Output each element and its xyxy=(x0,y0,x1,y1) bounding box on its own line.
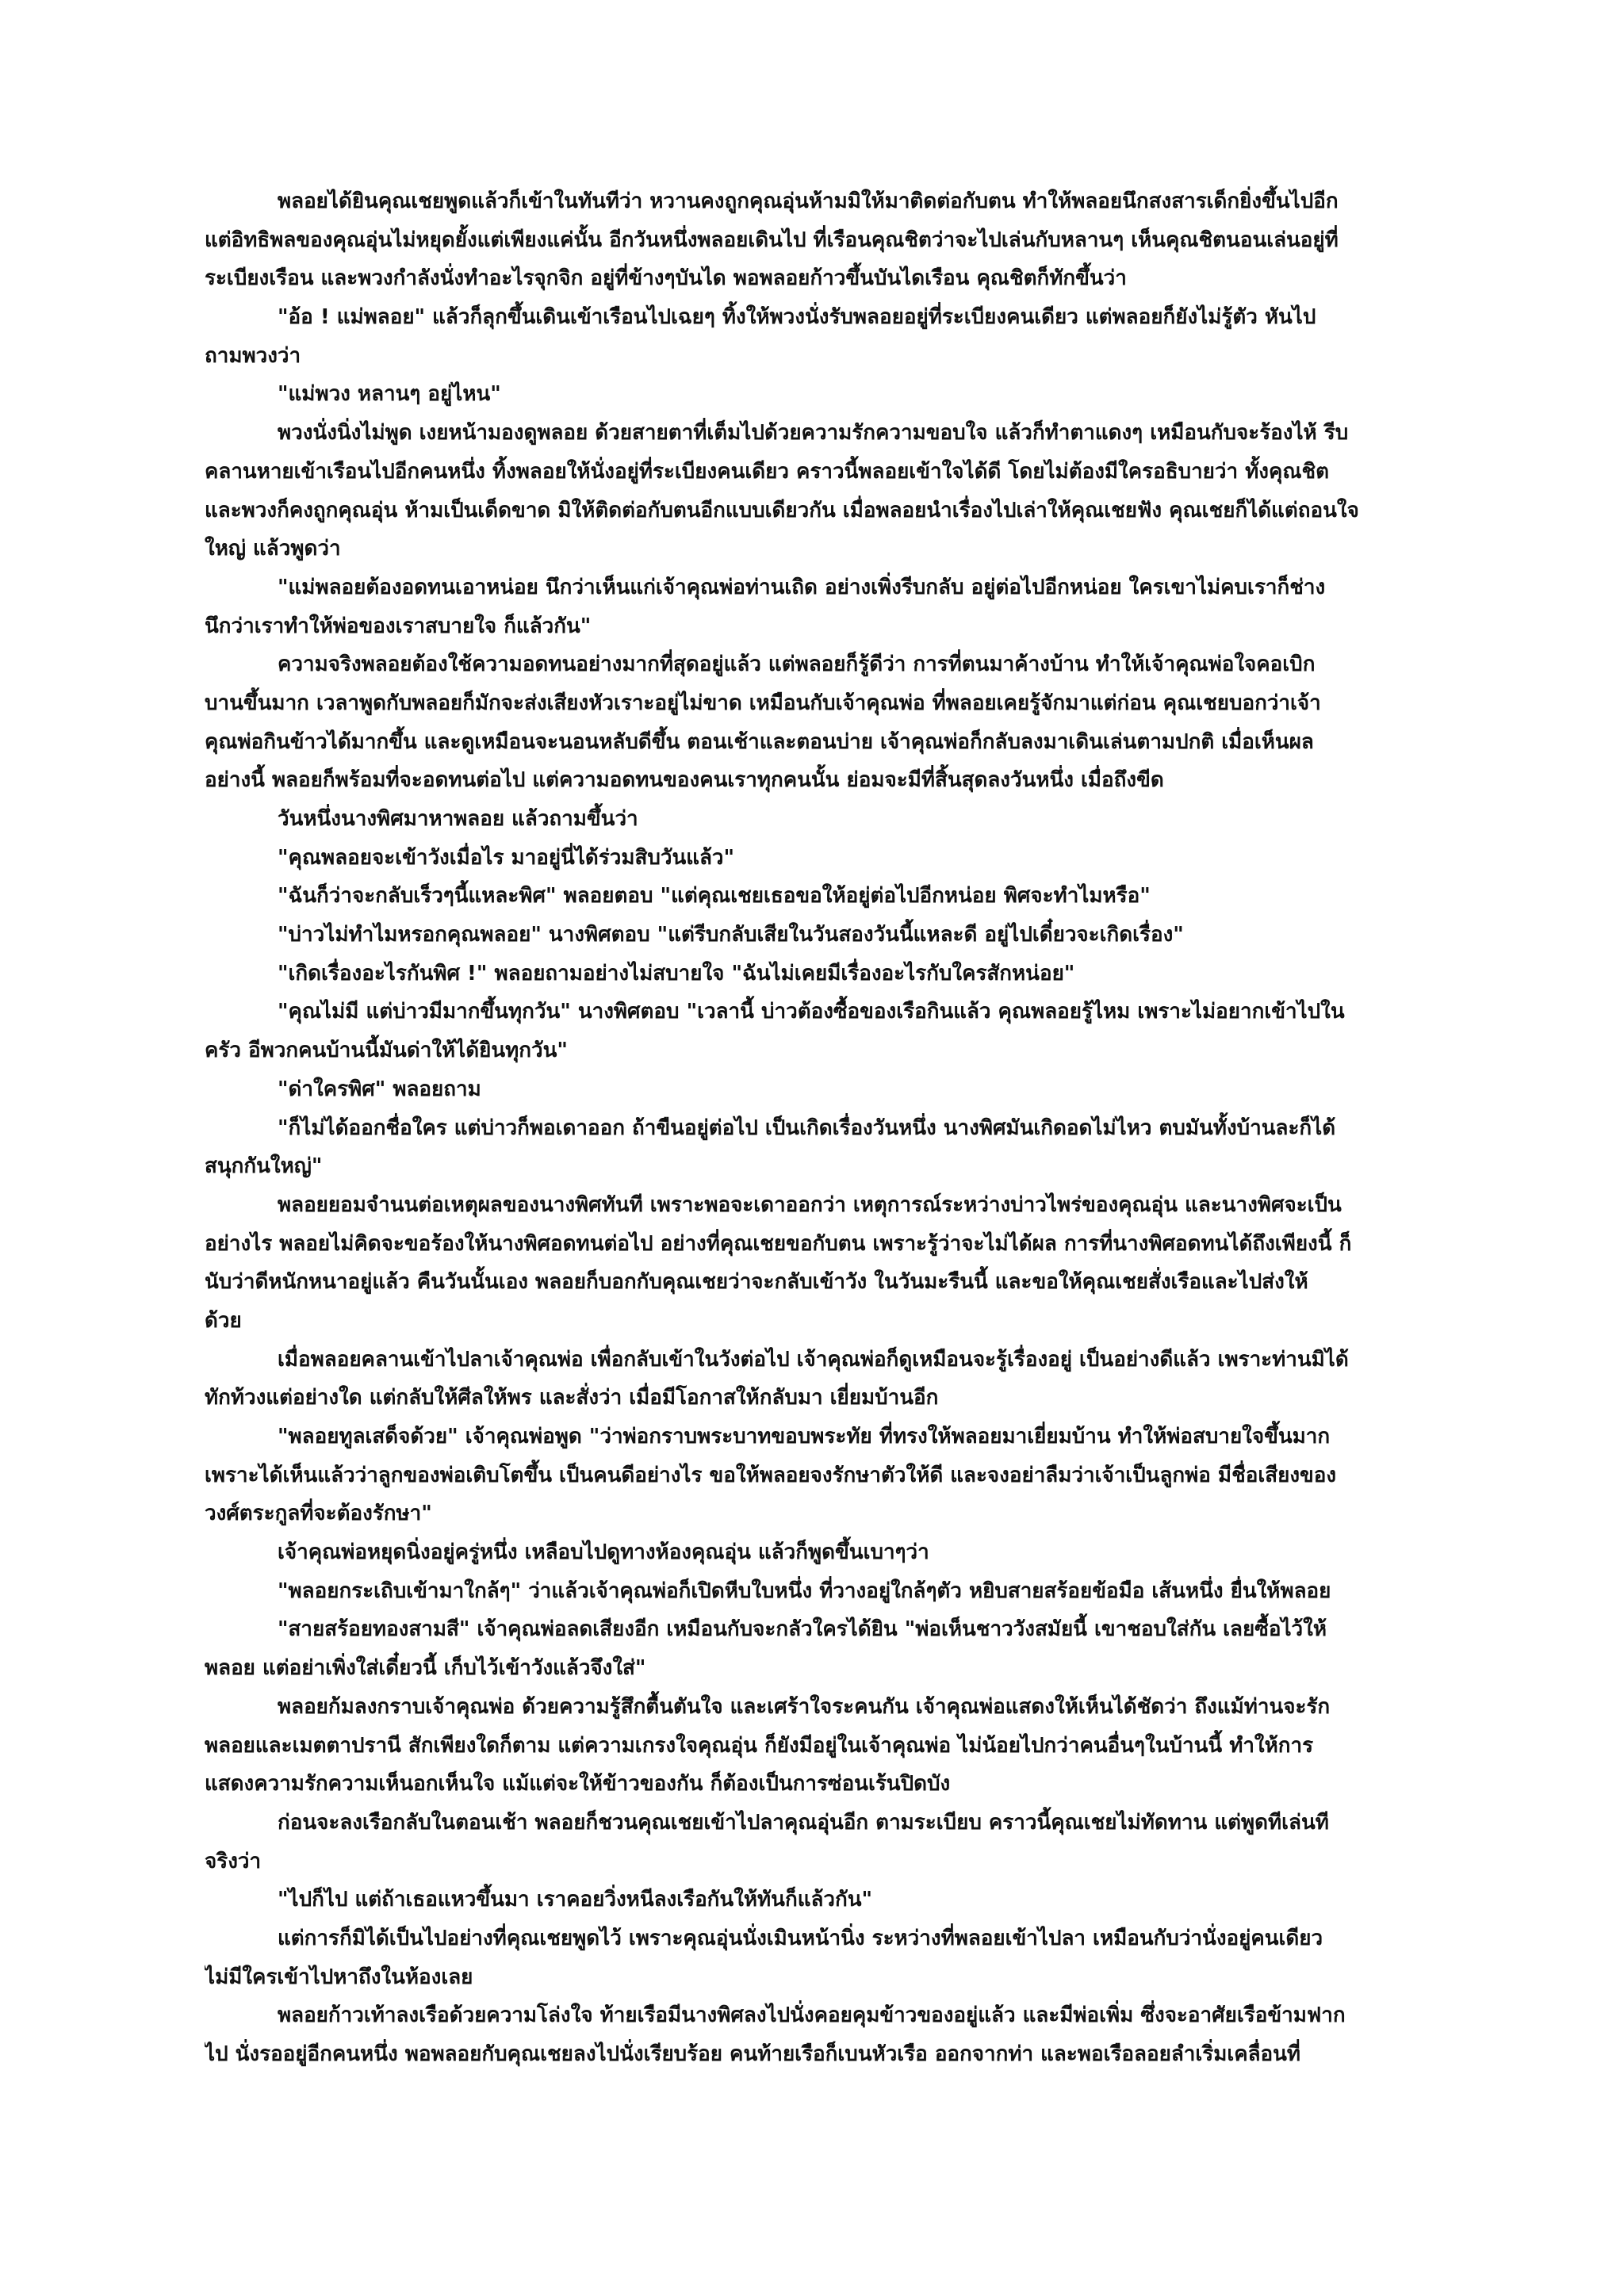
text-line: นึกว่าเราทำให้พ่อของเราสบายใจ ก็แล้วกัน" xyxy=(205,614,592,638)
text-line: แต่การก็มิได้เป็นไปอย่างที่คุณเชยพูดไว้ เพราะคุณอุ่นนั่งเมินหน้านิ่ง ระหว่างที่พลอยเข้าไปลา เหมือนกับว่านั่งอยู่คนเดียว xyxy=(278,1926,1323,1950)
body-text xyxy=(205,182,1426,2074)
text-line: เพราะได้เห็นแล้วว่าลูกของพ่อเติบโตขึ้น เป็นคนดีอย่างไร ขอให้พลอยจงรักษาตัวให้ดี และจงอย่าลืมว่าเจ้าเป็นลูกพ่อ มีชื่อเสียงของ xyxy=(205,1463,1337,1487)
text-line: ไม่มีใครเข้าไปหาถึงในห้องเลย xyxy=(205,1965,473,1989)
text-line: "เกิดเรื่องอะไรกันพิศ !" พลอยถามอย่างไม่สบายใจ "ฉันไม่เคยมีเรื่องอะไรกับใครสักหน่อย" xyxy=(278,961,1075,985)
text-line: "บ่าวไม่ทำไมหรอกคุณพลอย" นางพิศตอบ "แต่รีบกลับเสียในวันสองวันนี้แหละดี อยู่ไปเดี๋ยวจะเกิดเรื่อง" xyxy=(278,923,1184,947)
text-line: อย่างนี้ พลอยก็พร้อมที่จะอดทนต่อไป แต่ความอดทนของคนเราทุกคนนั้น ย่อมจะมีที่สิ้นสุดลงวันหนึ่ง เมื่อถึงขีด xyxy=(205,768,1164,793)
text-line: แต่อิทธิพลของคุณอุ่นไม่หยุดยั้งแต่เพียงแค่นั้น อีกวันหนึ่งพลอยเดินไป ที่เรือนคุณชิตว่าจะไปเล่นกับหลานๆ เห็นคุณชิตนอนเล่นอยู่ที่ xyxy=(205,228,1339,252)
text-line: "อ้อ ! แม่พลอย" แล้วก็ลุกขึ้นเดินเข้าเรือนไปเฉยๆ ทิ้งให้พวงนั่งรับพลอยอยู่ที่ระเบียงคนเดียว แต่พลอยก็ยังไม่รู้ตัว หันไป xyxy=(278,305,1316,330)
text-line: ทักท้วงแต่อย่างใด แต่กลับให้ศีลให้พร และสั่งว่า เมื่อมีโอกาสให้กลับมา เยี่ยมบ้านอีก xyxy=(205,1386,939,1410)
text-line: "แม่พลอยต้องอดทนเอาหน่อย นึกว่าเห็นแก่เจ้าคุณพ่อท่านเถิด อย่างเพิ่งรีบกลับ อยู่ต่อไปอีกหน่อย ใครเขาไม่คบเราก็ช่าง xyxy=(278,575,1326,599)
text-line: เมื่อพลอยคลานเข้าไปลาเจ้าคุณพ่อ เพื่อกลับเข้าในวังต่อไป เจ้าคุณพ่อก็ดูเหมือนจะรู้เรื่องอยู่ เป็นอย่างดีแล้ว เพราะท่านมิได้ xyxy=(278,1347,1349,1372)
text-line: และพวงก็คงถูกคุณอุ่น ห้ามเป็นเด็ดขาด มิให้ติดต่อกับตนอีกแบบเดียวกัน เมื่อพลอยนำเรื่องไปเล่าให้คุณเชยฟัง คุณเชยก็ได้แต่ถอนใจ xyxy=(205,498,1359,522)
text-line: สนุกกันใหญ่" xyxy=(205,1154,323,1179)
text-line: วงศ์ตระกูลที่จะต้องรักษา" xyxy=(205,1502,432,1526)
text-line: ถามพวงว่า xyxy=(205,343,301,368)
text-line: "สายสร้อยทองสามสี" เจ้าคุณพ่อลดเสียงอีก เหมือนกับจะกลัวใครได้ยิน "พ่อเห็นชาววังสมัยนี้ เขาชอบใส่กัน เลยซื้อไว้ให้ xyxy=(278,1617,1327,1642)
text-line: "พลอยทูลเสด็จด้วย" เจ้าคุณพ่อพูด "ว่าพ่อกราบพระบาทขอบพระทัย ที่ทรงให้พลอยมาเยี่ยมบ้าน ทำให้พ่อสบายใจขึ้นมาก xyxy=(278,1425,1331,1448)
text-line: ระเบียงเรือน และพวงกำลังนั่งทำอะไรจุกจิก อยู่ที่ข้างๆบันได พอพลอยก้าวขึ้นบันไดเรือน คุณชิตก็ทักขึ้นว่า xyxy=(205,266,1127,291)
text-line: พลอยได้ยินคุณเชยพูดแล้วก็เข้าในทันทีว่า หวานคงถูกคุณอุ่นห้ามมิให้มาติดต่อกับตน ทำให้พลอยนึกสงสารเด็กยิ่งขึ้นไปอีก xyxy=(278,189,1339,213)
text-line: คลานหายเข้าเรือนไปอีกคนหนึ่ง ทิ้งพลอยให้นั่งอยู่ที่ระเบียงคนเดียว คราวนี้พลอยเข้าใจได้ดี โดยไม่ต้องมีใครอธิบายว่า ทั้งคุณชิต xyxy=(205,459,1330,484)
text-line: แสดงความรักความเห็นอกเห็นใจ แม้แต่จะให้ข้าวของกัน ก็ต้องเป็นการซ่อนเร้นปิดบัง xyxy=(205,1772,951,1797)
text-line: วันหนึ่งนางพิศมาหาพลอย แล้วถามขึ้นว่า xyxy=(278,807,638,831)
text-line: "พลอยกระเถิบเข้ามาใกล้ๆ" ว่าแล้วเจ้าคุณพ่อก็เปิดหีบใบหนึ่ง ที่วางอยู่ใกล้ๆตัว หยิบสายสร้อยข้อมือ เส้นหนึ่ง ยื่นให้พลอย xyxy=(278,1578,1331,1603)
text-line: ใหญ่ แล้วพูดว่า xyxy=(205,537,341,561)
text-line: ไป นั่งรออยู่อีกคนหนึ่ง พอพลอยกับคุณเชยลงไปนั่งเรียบร้อย คนท้ายเรือก็เบนหัวเรือ ออกจากท่า และพอเรือลอยลำเริ่มเคลื่อนที่ xyxy=(205,2042,1301,2066)
text-line: พลอยก้มลงกราบเจ้าคุณพ่อ ด้วยความรู้สึกตื้นตันใจ และเศร้าใจระคนกัน เจ้าคุณพ่อแสดงให้เห็นได้ชัดว่า ถึงแม้ท่านจะรัก xyxy=(278,1694,1331,1719)
text-line: พลอยและเมตตาปรานี สักเพียงใดก็ตาม แต่ความเกรงใจคุณอุ่น ก็ยังมีอยู่ในเจ้าคุณพ่อ ไม่น้อยไปกว่าคนอื่นๆในบ้านนี้ ทำให้การ xyxy=(205,1733,1314,1758)
text-line: ครัว อีพวกคนบ้านนี้มันด่าให้ได้ยินทุกวัน" xyxy=(205,1039,568,1063)
text-line: พวงนั่งนิ่งไม่พูด เงยหน้ามองดูพลอย ด้วยสายตาที่เต็มไปด้วยความรักความขอบใจ แล้วก็ทำตาแดงๆ เหมือนกับจะร้องไห้ รีบ xyxy=(278,421,1349,446)
text-line: "คุณไม่มี แต่บ่าวมีมากขึ้นทุกวัน" นางพิศตอบ "เวลานี้ บ่าวต้องซื้อของเรือกินแล้ว คุณพลอยรู้ไหม เพราะไม่อยากเข้าไปใน xyxy=(278,1000,1345,1024)
text-line: ก่อนจะลงเรือกลับในตอนเช้า พลอยก็ชวนคุณเชยเข้าไปลาคุณอุ่นอีก ตามระเบียบ คราวนี้คุณเชยไม่ทัดทาน แต่พูดทีเล่นที xyxy=(278,1810,1329,1835)
text-line: นับว่าดีหนักหนาอยู่แล้ว คืนวันนั้นเอง พลอยก็บอกกับคุณเชยว่าจะกลับเข้าวัง ในวันมะรืนนี้ และขอให้คุณเชยสั่งเรือและไปส่งให้ xyxy=(205,1270,1308,1295)
text-line: ด้วย xyxy=(205,1308,242,1333)
text-line: เจ้าคุณพ่อหยุดนิ่งอยู่ครู่หนึ่ง เหลือบไปดูทางห้องคุณอุ่น แล้วก็พูดขึ้นเบาๆว่า xyxy=(278,1540,929,1565)
text-line: "แม่พวง หลานๆ อยู่ไหน" xyxy=(278,382,501,407)
text-line: "ด่าใครพิศ" พลอยถาม xyxy=(278,1077,481,1101)
text-line: "ฉันก็ว่าจะกลับเร็วๆนี้แหละพิศ" พลอยตอบ "แต่คุณเชยเธอขอให้อยู่ต่อไปอีกหน่อย พิศจะทำไมหรือ" xyxy=(278,884,1151,909)
text-line: ความจริงพลอยต้องใช้ความอดทนอย่างมากที่สุดอยู่แล้ว แต่พลอยก็รู้ดีว่า การที่ตนมาค้างบ้าน ทำให้เจ้าคุณพ่อใจคอเบิก xyxy=(278,652,1316,677)
text-line: "ก็ไม่ได้ออกชื่อใคร แต่บ่าวก็พอเดาออก ถ้าขืนอยู่ต่อไป เป็นเกิดเรื่องวันหนึ่ง นางพิศมันเกิดอดไม่ไหว ตบมันทั้งบ้านละก็ได้ xyxy=(278,1115,1336,1140)
text-line: "ไปก็ไป แต่ถ้าเธอแหวขึ้นมา เราคอยวิ่งหนีลงเรือกันให้ทันก็แล้วกัน" xyxy=(278,1888,873,1912)
text-line: พลอย แต่อย่าเพิ่งใส่เดี๋ยวนี้ เก็บไว้เข้าวังแล้วจึงใส่" xyxy=(205,1656,646,1681)
text-line: บานขึ้นมาก เวลาพูดกับพลอยก็มักจะส่งเสียงหัวเราะอยู่ไม่ขาด เหมือนกับเจ้าคุณพ่อ ที่พลอยเคยรู้จักมาแต่ก่อน คุณเชยบอกว่าเจ้า xyxy=(205,691,1321,715)
text-line: "คุณพลอยจะเข้าวังเมื่อไร มาอยู่นี่ได้ร่วมสิบวันแล้ว" xyxy=(278,845,735,870)
text-line: อย่างไร พลอยไม่คิดจะขอร้องให้นางพิศอดทนต่อไป อย่างที่คุณเชยขอกับตน เพราะรู้ว่าจะไม่ได้ผล การที่นางพิศอดทนได้ถึงเพียงนี้ ก็ xyxy=(205,1231,1352,1256)
text-line: จริงว่า xyxy=(205,1849,262,1873)
text-line: พลอยก้าวเท้าลงเรือด้วยความโล่งใจ ท้ายเรือมีนางพิศลงไปนั่งคอยคุมข้าวของอยู่แล้ว และมีพ่อเพิ่ม ซึ่งจะอาศัยเรือข้ามฟาก xyxy=(278,2003,1346,2028)
text-line: พลอยยอมจำนนต่อเหตุผลของนางพิศทันที เพราะพอจะเดาออกว่า เหตุการณ์ระหว่างบ่าวไพร่ของคุณอุ่น และนางพิศจะเป็น xyxy=(278,1192,1342,1217)
text-line: คุณพ่อกินข้าวได้มากขึ้น และดูเหมือนจะนอนหลับดีขึ้น ตอนเช้าและตอนบ่าย เจ้าคุณพ่อก็กลับลงมาเดินเล่นตามปกติ เมื่อเห็นผล xyxy=(205,729,1314,754)
